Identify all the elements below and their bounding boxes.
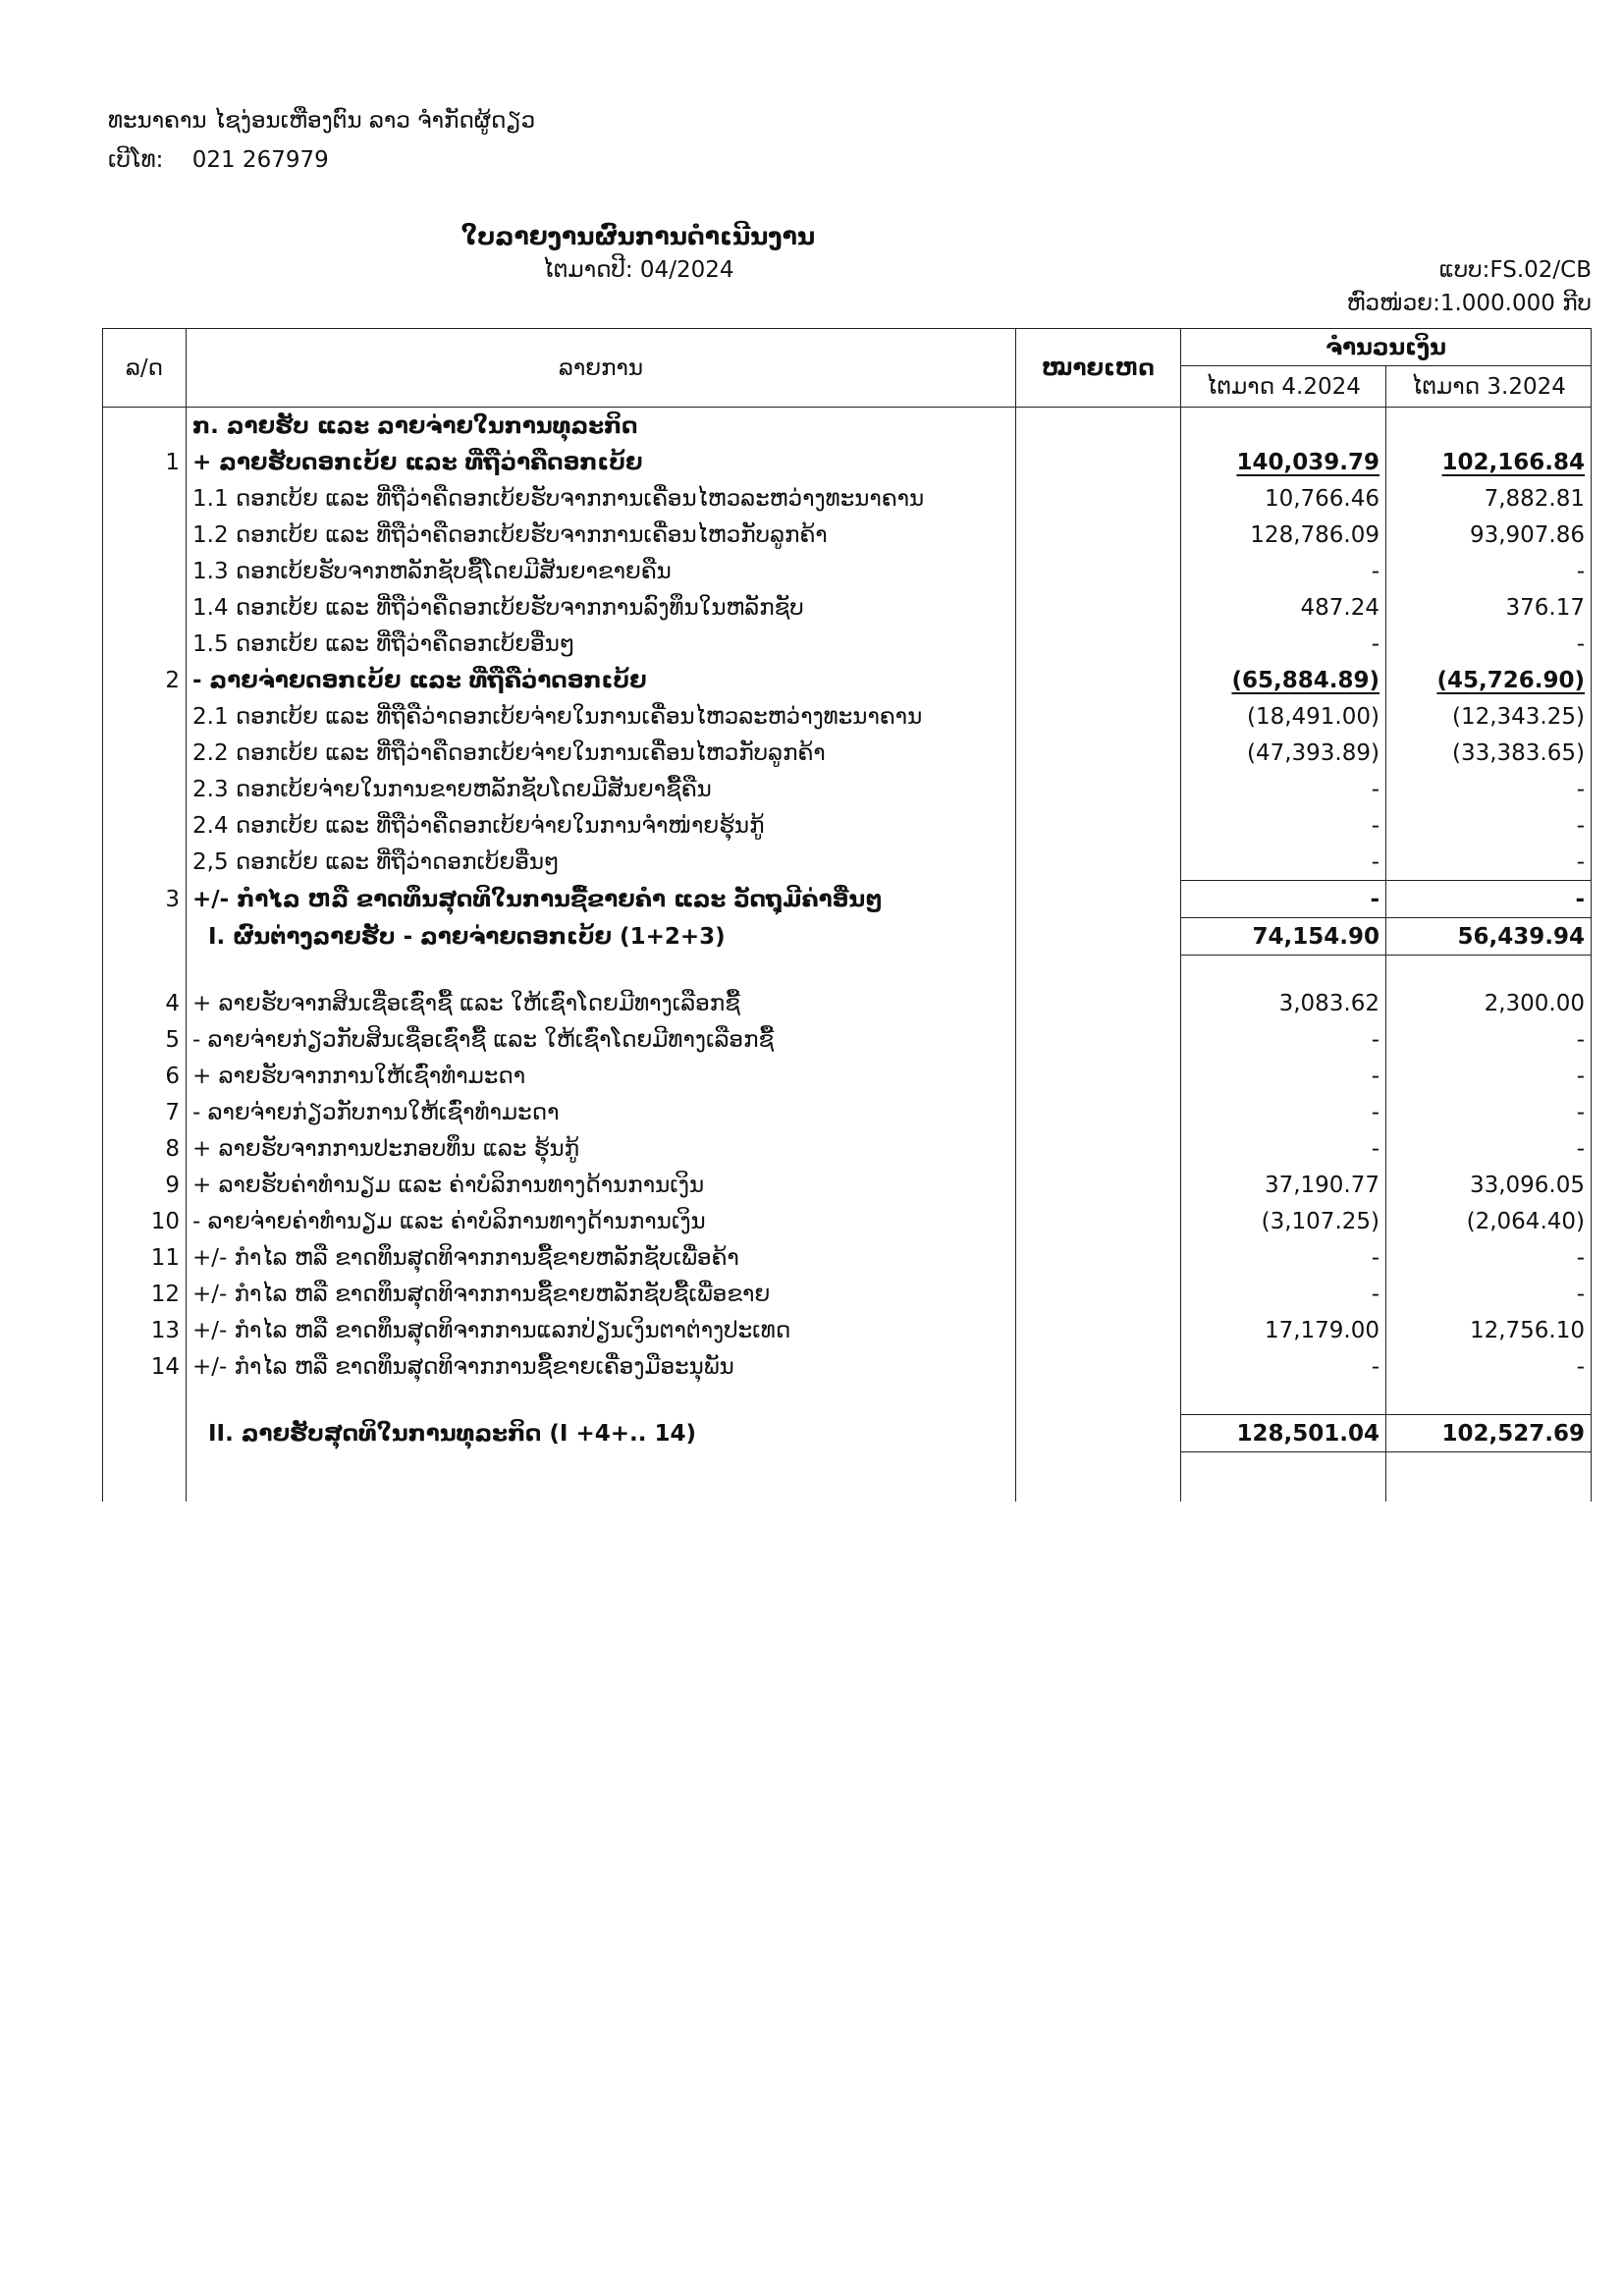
row-value-q4-2024: - [1181, 626, 1386, 662]
row-value-q4-2024: 140,039.79 [1181, 444, 1386, 480]
row-description: 2,5 ດອກເບ້ຍ ແລະ ທີ່ຖືວ່າດອກເບ້ຍອື່ນໆ [187, 844, 1016, 881]
row-description: +/- ກຳໄລ ຫລື ຂາດທຶນສຸດທິຈາກການຊື້ຂາຍຫລັກຊັບຊື້ເພື່ອຂາຍ [187, 1276, 1016, 1312]
row-note [1016, 985, 1181, 1021]
row-number [103, 956, 187, 986]
row-value-q4-2024: - [1181, 1094, 1386, 1130]
table-row [103, 1021, 1592, 1058]
row-note [1016, 881, 1181, 918]
row-description: II. ລາຍຮັບສຸດທິໃນການທຸລະກິດ (I +4+.. 14) [187, 1415, 1016, 1452]
row-note [1016, 662, 1181, 698]
row-number: 11 [103, 1239, 187, 1276]
row-number: 3 [103, 881, 187, 918]
row-description: ກ. ລາຍຮັບ ແລະ ລາຍຈ່າຍໃນການທຸລະກິດ [187, 408, 1016, 445]
bank-name: ທະນາຄານ ໄຊງ່ອນເຫືອງຕົນ ລາວ ຈຳກັດຜູ້ດຽວ [108, 108, 536, 134]
unit-label: ຫົວໜ່ວຍ:1.000.000 ກີບ [1346, 291, 1592, 316]
row-description: 1.2 ດອກເບ້ຍ ແລະ ທີ່ຖືວ່າຄືດອກເບ້ຍຮັບຈາກການເຄື່ອນໄຫວກັບລູກຄ້າ [187, 517, 1016, 553]
row-note [1016, 918, 1181, 956]
row-number [103, 844, 187, 881]
row-note [1016, 1312, 1181, 1348]
row-value-q3-2024: - [1386, 1239, 1592, 1276]
row-note [1016, 1415, 1181, 1452]
row-value-q3-2024: (2,064.40) [1386, 1203, 1592, 1239]
table-row [103, 589, 1592, 626]
row-value-q3-2024: 2,300.00 [1386, 985, 1592, 1021]
row-number: 10 [103, 1203, 187, 1239]
table-row [103, 956, 1592, 986]
row-description [187, 1385, 1016, 1415]
row-value-q3-2024: - [1386, 1130, 1592, 1167]
row-value-q3-2024: - [1386, 1058, 1592, 1094]
table-row [103, 844, 1592, 881]
row-note [1016, 1276, 1181, 1312]
row-value-q4-2024: (3,107.25) [1181, 1203, 1386, 1239]
row-description: 1.4 ດອກເບ້ຍ ແລະ ທີ່ຖືວ່າຄືດອກເບ້ຍຮັບຈາກການລົງທຶນໃນຫລັກຊັບ [187, 589, 1016, 626]
row-note [1016, 1452, 1181, 1503]
row-value-q3-2024: 12,756.10 [1386, 1312, 1592, 1348]
table-row [103, 517, 1592, 553]
row-description: - ລາຍຈ່າຍກ່ຽວກັບສິນເຊື່ອເຊົ່າຊື້ ແລະ ໃຫ້ເຊົ່າໂດຍມີທາງເລືອກຊື້ [187, 1021, 1016, 1058]
row-value-q3-2024: - [1386, 1021, 1592, 1058]
table-row [103, 480, 1592, 517]
table-row [103, 408, 1592, 445]
row-number [103, 918, 187, 956]
row-description: 2.2 ດອກເບ້ຍ ແລະ ທີ່ຖືວ່າຄືດອກເບ້ຍຈ່າຍໃນການເຄື່ອນໄຫວກັບລູກຄ້າ [187, 735, 1016, 771]
row-description: + ລາຍຮັບຄ່າທຳນຽມ ແລະ ຄ່າບໍລິການທາງດ້ານການເງິນ [187, 1167, 1016, 1203]
row-note [1016, 735, 1181, 771]
header-note: ໝາຍເຫດ [1016, 329, 1181, 408]
table-row [103, 1385, 1592, 1415]
table-row [103, 1276, 1592, 1312]
row-value-q3-2024: (12,343.25) [1386, 698, 1592, 735]
row-number [103, 735, 187, 771]
row-value-q4-2024: - [1181, 1239, 1386, 1276]
row-note [1016, 626, 1181, 662]
row-value-q3-2024: - [1386, 626, 1592, 662]
row-description: 1.1 ດອກເບ້ຍ ແລະ ທີ່ຖືວ່າຄືດອກເບ້ຍຮັບຈາກການເຄື່ອນໄຫວລະຫວ່າງທະນາຄານ [187, 480, 1016, 517]
row-number: 7 [103, 1094, 187, 1130]
table-row [103, 662, 1592, 698]
row-description: +/- ກຳໄລ ຫລື ຂາດທຶນສຸດທິຈາກການຊື້ຂາຍຫລັກຊັບເພື່ອຄ້າ [187, 1239, 1016, 1276]
form-code: ແບບ:FS.02/CB [1438, 257, 1592, 283]
row-value-q4-2024: - [1181, 844, 1386, 881]
row-value-q3-2024 [1386, 1452, 1592, 1503]
row-value-q3-2024: - [1386, 553, 1592, 589]
row-description: +/- ກຳໄລ ຫລື ຂາດທຶນສຸດທິໃນການຊື້ຂາຍຄຳ ແລະ ວັດຖຸມີຄ່າອື່ນໆ [187, 881, 1016, 918]
row-value-q3-2024: 56,439.94 [1386, 918, 1592, 956]
row-note [1016, 1385, 1181, 1415]
row-note [1016, 956, 1181, 986]
row-number [103, 1415, 187, 1452]
row-value-q4-2024: - [1181, 1348, 1386, 1385]
row-description: 2.1 ດອກເບ້ຍ ແລະ ທີ່ຖືຄືວ່າດອກເບ້ຍຈ່າຍໃນການເຄື່ອນໄຫວລະຫວ່າງທະນາຄານ [187, 698, 1016, 735]
table-row [103, 771, 1592, 807]
row-note [1016, 698, 1181, 735]
row-description: - ລາຍຈ່າຍກ່ຽວກັບການໃຫ້ເຊົ່າທຳມະດາ [187, 1094, 1016, 1130]
row-value-q3-2024: 93,907.86 [1386, 517, 1592, 553]
row-number: 8 [103, 1130, 187, 1167]
table-row [103, 1348, 1592, 1385]
row-value-q3-2024: 376.17 [1386, 589, 1592, 626]
row-value-q3-2024: 102,166.84 [1386, 444, 1592, 480]
row-description: 2.4 ດອກເບ້ຍ ແລະ ທີ່ຖືວ່າຄືດອກເບ້ຍຈ່າຍໃນການຈຳໜ່າຍຮຸ້ນກູ້ [187, 807, 1016, 844]
table-row [103, 807, 1592, 844]
row-value-q4-2024: - [1181, 771, 1386, 807]
row-number: 9 [103, 1167, 187, 1203]
table-row [103, 626, 1592, 662]
row-value-q4-2024: 128,786.09 [1181, 517, 1386, 553]
report-title: ໃບລາຍງານຜົນການດຳເນີນງານ [460, 222, 816, 250]
row-number: 4 [103, 985, 187, 1021]
row-value-q3-2024: - [1386, 1348, 1592, 1385]
phone-line [108, 147, 329, 173]
row-note [1016, 1203, 1181, 1239]
row-value-q4-2024: 128,501.04 [1181, 1415, 1386, 1452]
row-value-q4-2024 [1181, 408, 1386, 445]
row-note [1016, 844, 1181, 881]
row-value-q3-2024: - [1386, 1276, 1592, 1312]
row-value-q3-2024: 33,096.05 [1386, 1167, 1592, 1203]
table-row [103, 1452, 1592, 1503]
row-description: 1.5 ດອກເບ້ຍ ແລະ ທີ່ຖືວ່າຄືດອກເບ້ຍອື່ນໆ [187, 626, 1016, 662]
row-value-q3-2024: - [1386, 881, 1592, 918]
row-number [103, 480, 187, 517]
row-value-q3-2024: - [1386, 1094, 1592, 1130]
phone-label: ເບີໂທ: [108, 147, 164, 173]
row-description: + ລາຍຮັບຈາກການປະກອບທຶນ ແລະ ຮຸ້ນກູ້ [187, 1130, 1016, 1167]
table-row [103, 1130, 1592, 1167]
table-row [103, 553, 1592, 589]
row-value-q4-2024: - [1181, 881, 1386, 918]
table-row [103, 1167, 1592, 1203]
row-note [1016, 807, 1181, 844]
row-number [103, 517, 187, 553]
row-value-q4-2024: (18,491.00) [1181, 698, 1386, 735]
table-row [103, 918, 1592, 956]
row-description: + ລາຍຮັບດອກເບ້ຍ ແລະ ທີ່ຖືວ່າຄືດອກເບ້ຍ [187, 444, 1016, 480]
row-value-q3-2024 [1386, 1385, 1592, 1415]
row-value-q4-2024 [1181, 1385, 1386, 1415]
row-description [187, 1452, 1016, 1503]
row-value-q4-2024: - [1181, 1021, 1386, 1058]
header-amount: ຈຳນວນເງິນ [1181, 329, 1592, 366]
row-value-q4-2024: - [1181, 1276, 1386, 1312]
row-description: + ລາຍຮັບຈາກສິນເຊື່ອເຊົ່າຊື້ ແລະ ໃຫ້ເຊົ່າໂດຍມີທາງເລືອກຊື້ [187, 985, 1016, 1021]
row-value-q4-2024: - [1181, 807, 1386, 844]
row-value-q3-2024: (33,383.65) [1386, 735, 1592, 771]
row-value-q4-2024: (65,884.89) [1181, 662, 1386, 698]
row-description: + ລາຍຮັບຈາກການໃຫ້ເຊົ່າທຳມະດາ [187, 1058, 1016, 1094]
row-value-q3-2024: 102,527.69 [1386, 1415, 1592, 1452]
row-value-q4-2024: 17,179.00 [1181, 1312, 1386, 1348]
table-body [103, 408, 1592, 1503]
row-value-q4-2024: - [1181, 553, 1386, 589]
row-number [103, 1385, 187, 1415]
row-value-q4-2024: 487.24 [1181, 589, 1386, 626]
row-value-q4-2024: 10,766.46 [1181, 480, 1386, 517]
row-value-q4-2024: - [1181, 1130, 1386, 1167]
row-value-q4-2024 [1181, 956, 1386, 986]
row-note [1016, 517, 1181, 553]
row-note [1016, 771, 1181, 807]
table-row [103, 1239, 1592, 1276]
row-number [103, 589, 187, 626]
row-note [1016, 1021, 1181, 1058]
row-number: 12 [103, 1276, 187, 1312]
row-description: 2.3 ດອກເບ້ຍຈ່າຍໃນການຂາຍຫລັກຊັບໂດຍມີສັນຍາຊື້ຄືນ [187, 771, 1016, 807]
table-row [103, 1203, 1592, 1239]
table-row [103, 1058, 1592, 1094]
row-description: 1.3 ດອກເບ້ຍຮັບຈາກຫລັກຊັບຊື້ໂດຍມີສັນຍາຂາຍຄືນ [187, 553, 1016, 589]
row-number: 6 [103, 1058, 187, 1094]
row-value-q3-2024: - [1386, 771, 1592, 807]
table-row [103, 985, 1592, 1021]
row-value-q4-2024: 74,154.90 [1181, 918, 1386, 956]
row-description: - ລາຍຈ່າຍດອກເບ້ຍ ແລະ ທີ່ຖືຄືວ່າດອກເບ້ຍ [187, 662, 1016, 698]
row-note [1016, 1094, 1181, 1130]
income-statement-table [102, 328, 1592, 1502]
row-number [103, 1452, 187, 1503]
row-value-q3-2024 [1386, 956, 1592, 986]
header-q3-2024: ໄຕມາດ 3.2024 [1386, 366, 1592, 408]
table-row [103, 1415, 1592, 1452]
row-number: 1 [103, 444, 187, 480]
header-q4-2024: ໄຕມາດ 4.2024 [1181, 366, 1386, 408]
row-value-q3-2024: 7,882.81 [1386, 480, 1592, 517]
row-number [103, 408, 187, 445]
table-row [103, 1094, 1592, 1130]
row-note [1016, 1348, 1181, 1385]
row-number: 2 [103, 662, 187, 698]
phone-number: 021 267979 [191, 147, 329, 173]
header-item: ລາຍການ [187, 329, 1016, 408]
table-row [103, 698, 1592, 735]
row-note [1016, 444, 1181, 480]
row-number: 5 [103, 1021, 187, 1058]
row-number [103, 771, 187, 807]
row-value-q3-2024: - [1386, 844, 1592, 881]
row-description: I. ຜົນຕ່າງລາຍຮັບ - ລາຍຈ່າຍດອກເບ້ຍ (1+2+3) [187, 918, 1016, 956]
row-number: 13 [103, 1312, 187, 1348]
row-note [1016, 1239, 1181, 1276]
row-value-q3-2024: - [1386, 807, 1592, 844]
row-value-q4-2024: 3,083.62 [1181, 985, 1386, 1021]
table-row [103, 444, 1592, 480]
row-note [1016, 480, 1181, 517]
row-number [103, 626, 187, 662]
row-note [1016, 1058, 1181, 1094]
row-note [1016, 553, 1181, 589]
row-number [103, 807, 187, 844]
row-number: 14 [103, 1348, 187, 1385]
row-value-q4-2024: - [1181, 1058, 1386, 1094]
header-no: ລ/ດ [103, 329, 187, 408]
table-row [103, 735, 1592, 771]
row-note [1016, 1130, 1181, 1167]
row-number [103, 553, 187, 589]
row-value-q4-2024: 37,190.77 [1181, 1167, 1386, 1203]
row-value-q4-2024: (47,393.89) [1181, 735, 1386, 771]
row-note [1016, 408, 1181, 445]
row-number [103, 698, 187, 735]
row-value-q3-2024 [1386, 408, 1592, 445]
row-value-q3-2024: (45,726.90) [1386, 662, 1592, 698]
table-row [103, 1312, 1592, 1348]
row-description: +/- ກຳໄລ ຫລື ຂາດທຶນສຸດທິຈາກການຊື້ຂາຍເຄື່ອງມືອະນຸພັນ [187, 1348, 1016, 1385]
row-note [1016, 1167, 1181, 1203]
report-period: ໄຕມາດປີ: 04/2024 [542, 257, 734, 283]
row-description: - ລາຍຈ່າຍຄ່າທຳນຽມ ແລະ ຄ່າບໍລິການທາງດ້ານການເງິນ [187, 1203, 1016, 1239]
row-value-q4-2024 [1181, 1452, 1386, 1503]
table-row [103, 881, 1592, 918]
row-description [187, 956, 1016, 986]
row-description: +/- ກຳໄລ ຫລື ຂາດທຶນສຸດທິຈາກການແລກປ່ຽນເງິນຕາຕ່າງປະເທດ [187, 1312, 1016, 1348]
row-note [1016, 589, 1181, 626]
